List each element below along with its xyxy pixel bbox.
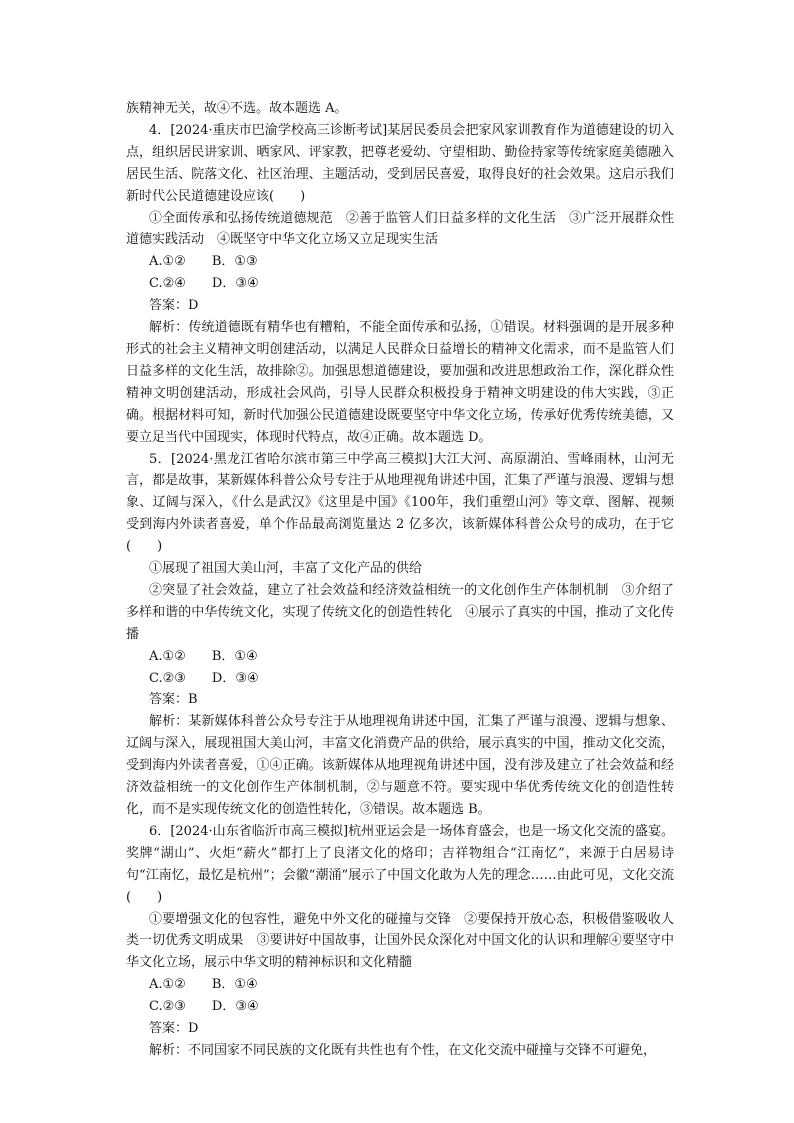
question-stem: 5．[2024·黑龙江省哈尔滨市第三中学高三模拟]大江大河、高原湖泊、雪峰雨林，山河无言，都是故事，某新媒体科普公众号专注于从地理视角讲述中国，汇集了严谨与浪漫、逻辑与想象、辽阔与深入，《什么是武汉》《这里是中国》《100年，我们重塑山河》等文章、图解、视频受到海内外读者喜爱，单个作品最高浏览量达 2 亿多次，该新媒体科普公众号的成功，在于它( ) [126,451,674,555]
question-5 [126,449,674,821]
answer: 答案：D [149,298,199,314]
options-row-2: C.②③ D．③④ [149,999,259,1015]
options-row-2: C.②③ D．③④ [149,670,259,686]
question-statements: ①全面传承和弘扬传统道德规范 ②善于监管人们日益多样的文化生活 ③广泛开展群众性道德实践活动 ④既坚守中华文化立场又立足现实生活 [126,210,674,248]
question-statements: ①要增强文化的包容性，避免中外文化的碰撞与交锋 ②要保持开放心态，积极借鉴吸收人类一切优秀文明成果 ③要讲好中国故事，让国外民众深化对中国文化的认识和理解④要坚守中华文化立场，展示中华文明的精神标识和文化精髓 [126,911,674,971]
analysis: 解析：某新媒体科普公众号专注于从地理视角讲述中国，汇集了严谨与浪漫、逻辑与想象、辽阔与深入，展现祖国大美山河，丰富文化消费产品的供给，展示真实的中国，推动文化交流，受到海内外读者喜爱，①④正确。该新媒体从地理视角讲述中国，没有涉及建立了社会效益和经济效益相统一的文化创作生产体制机制，②与题意不符。要实现中华优秀传统文化的创造性转化，而不是实现传统文化的创造性转化，③错误。故本题选 B。 [126,714,674,817]
options-row-1: A.①② B．①③ [149,254,258,270]
options-row-1: A.①② B．①④ [149,648,258,664]
question-4 [126,120,674,449]
previous-analysis-continuation: 族精神无关，故④不选。故本题选 A。 [126,101,348,116]
options-row-1: A.①② B．①④ [149,977,258,993]
question-6 [126,821,674,1062]
answer: 答案：B [149,692,198,708]
analysis: 解析：不同国家不同民族的文化既有共性也有个性，在文化交流中碰撞与交锋不可避免， [149,1042,657,1058]
answer: 答案：D [149,1021,199,1037]
analysis: 解析：传统道德既有精华也有糟粕，不能全面传承和弘扬，①错误。材料强调的是开展多种形式的社会主义精神文明创建活动，以满足人民群众日益增长的精神文化需求，而不是监管人们日益多样的文化生活，故排除②。加强思想道德建设，要加强和改进思想政治工作，深化群众性精神文明创建活动，形成社会风尚，引导人民群众积极投身于精神文明建设的伟大实践，③正确。根据材料可知，新时代加强公民道德建设既要坚守中华文化立场，传承好优秀传统美德，又要立足当代中国现实，体现时代特点，故④正确。故本题选 D。 [126,320,674,445]
options-row-2: C.②④ D．③④ [149,276,259,292]
question-stem: 6．[2024·山东省临沂市高三模拟]杭州亚运会是一场体育盛会，也是一场文化交流的盛宴。奖牌“湖山”、火炬“薪火”都打上了良渚文化的烙印；吉祥物组合“江南忆”，来源于白居易诗句“江南忆，最忆是杭州”；会徽“潮涌”展示了中国文化敢为人先的理念……由此可见，文化交流( ) [126,823,674,905]
question-statements: ①展现了祖国大美山河，丰富了文化产品的供给 [149,561,423,577]
question-statements: ②突显了社会效益，建立了社会效益和经济效益相统一的文化创作生产体制机制 ③介绍了多样和谐的中华传统文化，实现了传统文化的创造性转化 ④展示了真实的中国，推动了文化传播 [126,582,674,642]
document-page [126,98,674,1062]
question-stem: 4．[2024·重庆市巴渝学校高三诊断考试]某居民委员会把家风家训教育作为道德建设的切入点，组织居民讲家训、晒家风、评家教，把尊老爱幼、守望相助、勤俭持家等传统家庭美德融入居民生活、院落文化、社区治理、主题活动，受到居民喜爱，取得良好的社会效果。这启示我们新时代公民道德建设应该( ) [126,122,674,204]
